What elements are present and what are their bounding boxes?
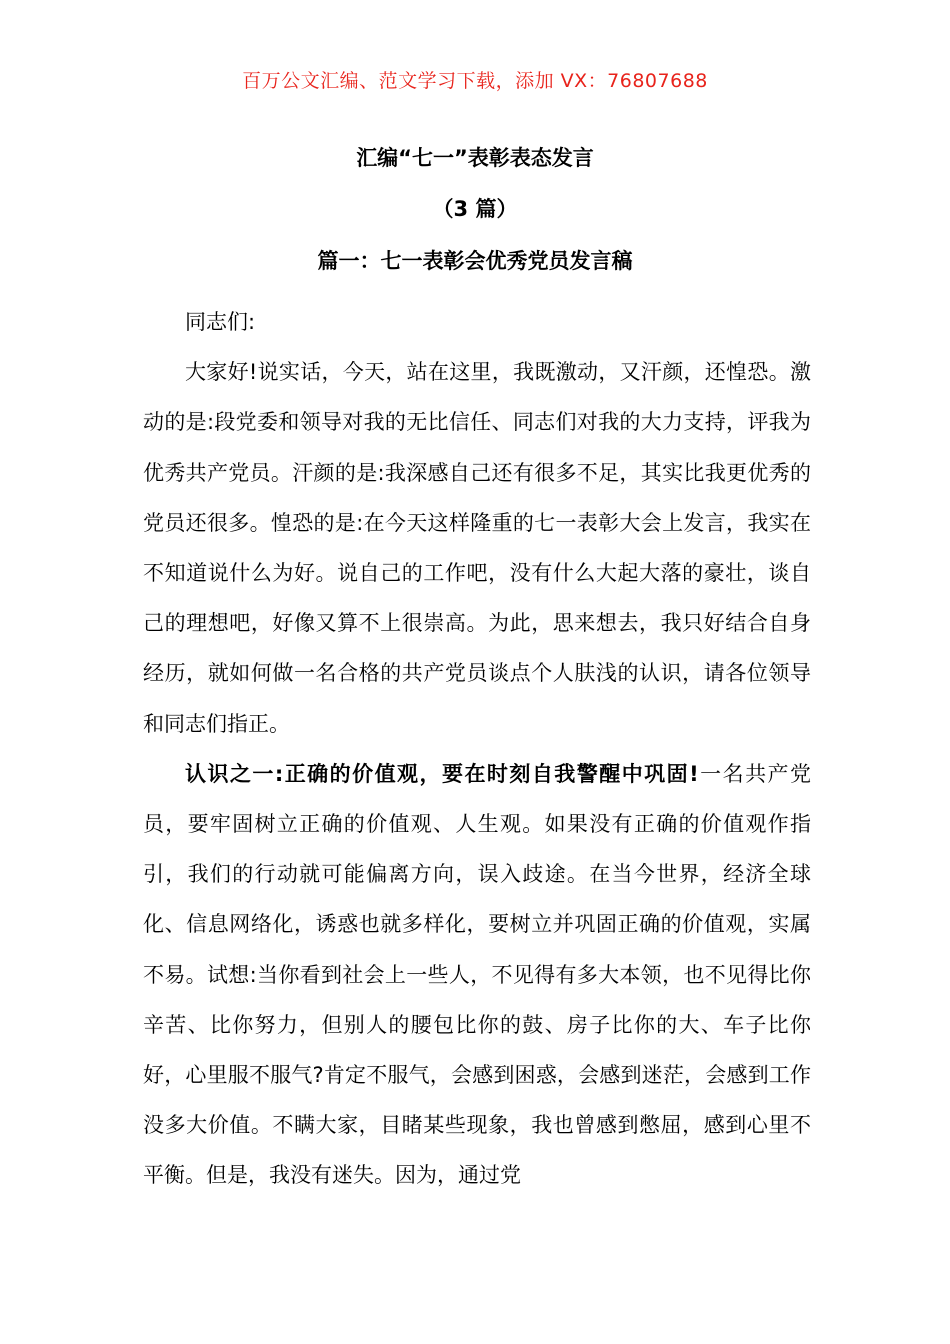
salutation: 同志们: <box>185 310 256 334</box>
paragraph-2-heading: 认识之一:正确的价值观，要在时刻自我警醒中巩固! <box>185 761 699 786</box>
paragraph-1: 大家好!说实话，今天，站在这里，我既激动，又汗颜，还惶恐。激动的是:段党委和领导对我的无比信任、同志们对我的大力支持，评我为优秀共产党员。汗颜的是:我深感自己还有很多不足，其实比我更优秀的党员还很多。惶恐的是:在今天这样隆重的七一表彰大会上发言，我实在不知道说什么为好。说自己的工作吧，没有什么大起大落的豪壮，谈自己的理想吧，好像又算不上很崇高。为此，思来想去，我只好结合自身经历，就如何做一名合格的共产党员谈点个人肤浅的认识，请各位领导和同志们指正。 <box>143 360 811 736</box>
section-title: 篇一：七一表彰会优秀党员发言稿 <box>317 249 633 273</box>
document-count: （3 篇） <box>432 197 518 221</box>
document-body <box>143 297 811 1201</box>
paragraph-2 <box>143 749 811 1201</box>
paragraph-2-text: 一名共产党员，要牢固树立正确的价值观、人生观。如果没有正确的价值观作指引，我们的行动就可能偏离方向，误入歧途。在当今世界，经济全球化、信息网络化，诱惑也就多样化，要树立并巩固正确的价值观，实属不易。试想:当你看到社会上一些人，不见得有多大本领，也不见得比你辛苦、比你努力，但别人的腰包比你的鼓、房子比你的大、车子比你好，心里服不服气?肯定不服气，会感到困惑，会感到迷茫，会感到工作没多大价值。不瞒大家，目睹某些现象，我也曾感到憋屈，感到心里不平衡。但是，我没有迷失。因为，通过党 <box>143 761 811 1188</box>
header-contact-note: 百万公文汇编、范文学习下载，添加 VX：76807688 <box>242 70 708 92</box>
document-title: 汇编“七一”表彰表态发言 <box>356 146 594 170</box>
